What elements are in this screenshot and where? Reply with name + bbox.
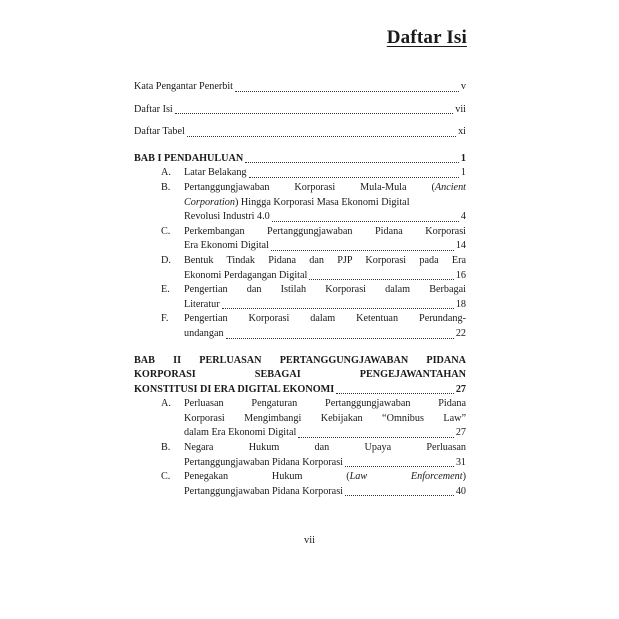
subentry-letter: C. xyxy=(161,471,171,483)
subentry-line: Penegakan Hukum (Law Enforcement) xyxy=(184,471,466,483)
toc-subentry-bab1-c[interactable] xyxy=(134,225,466,254)
subentry-letter: E. xyxy=(161,284,170,296)
subentry-line: Perluasan Pengaturan Pertanggungjawaban Pidana xyxy=(184,398,466,410)
subentry-page: 27 xyxy=(455,427,466,439)
subentry-label: Revolusi Industri 4.0 xyxy=(184,211,270,223)
subentry-label: Era Ekonomi Digital xyxy=(184,240,269,252)
subentry-letter: B. xyxy=(161,181,171,193)
toc-entry-daftar-isi[interactable] xyxy=(134,103,466,118)
subentry-letter: A. xyxy=(161,167,171,179)
dot-leader xyxy=(298,437,453,438)
subentry-line: Pengertian dan Istilah Korporasi dalam Berbagai xyxy=(184,284,466,296)
subentry-page: 22 xyxy=(455,327,466,339)
chapter-title-line: KORPORASI SEBAGAI PENGEJAWANTAHAN xyxy=(134,369,466,381)
subentry-label: Pertanggungjawaban Pidana Korporasi xyxy=(184,485,343,497)
subentry-page: 31 xyxy=(455,456,466,468)
toc-entry-page: v xyxy=(460,81,466,92)
dot-leader xyxy=(309,279,453,280)
toc-entry-page: vii xyxy=(455,103,466,115)
subentry-label: Literatur xyxy=(184,298,220,310)
table-of-contents xyxy=(134,80,466,499)
subentry-page: 14 xyxy=(455,240,466,252)
toc-chapter-bab-1[interactable] xyxy=(134,152,466,167)
page-number: vii xyxy=(303,535,316,546)
subentry-page: 4 xyxy=(460,211,466,223)
subentry-letter: D. xyxy=(161,254,171,266)
subentry-label: undangan xyxy=(184,327,224,339)
dot-leader xyxy=(249,177,459,178)
dot-leader xyxy=(345,466,454,467)
subentry-page: 1 xyxy=(460,167,466,179)
dot-leader xyxy=(271,250,454,251)
subentry-letter: C. xyxy=(161,225,171,237)
subentry-line: Negara Hukum dan Upaya Perluasan xyxy=(184,442,466,454)
chapter-title: BAB I PENDAHULUAN xyxy=(134,152,244,164)
dot-leader xyxy=(187,136,456,137)
subentry-page: 40 xyxy=(455,485,466,497)
dot-leader xyxy=(222,308,454,309)
subentry-line: Perkembangan Pertanggungjawaban Pidana Korporasi xyxy=(184,225,466,237)
toc-entry-page: xi xyxy=(458,126,466,138)
toc-entry-kata-pengantar[interactable] xyxy=(134,80,466,95)
dot-leader xyxy=(175,113,453,114)
toc-subentry-bab1-d[interactable] xyxy=(134,254,466,283)
chapter-page: 27 xyxy=(455,383,466,395)
subentry-line: Korporasi Mengimbangi Kebijakan “Omnibus Law” xyxy=(184,412,466,424)
subentry-letter: F. xyxy=(161,313,169,325)
subentry-line: Bentuk Tindak Pidana dan PJP Korporasi pada Era xyxy=(184,254,466,266)
dot-leader xyxy=(245,162,459,163)
toc-entry-label: Daftar Tabel xyxy=(134,126,185,138)
subentry-line: Pengertian Korporasi dalam Ketentuan Perundang- xyxy=(184,313,466,325)
toc-subentry-bab2-c[interactable] xyxy=(134,470,466,499)
chapter-page: 1 xyxy=(460,152,466,164)
dot-leader xyxy=(235,91,459,92)
subentry-line: Pertanggungjawaban Korporasi Mula-Mula (Ancient xyxy=(184,181,466,193)
subentry-page: 18 xyxy=(455,298,466,310)
dot-leader xyxy=(226,338,454,339)
dot-leader xyxy=(345,495,454,496)
toc-subentry-bab1-b[interactable] xyxy=(134,181,466,225)
toc-entry-label: Daftar Isi xyxy=(134,103,173,115)
dot-leader xyxy=(272,221,459,222)
page-title: Daftar Isi xyxy=(386,27,467,48)
toc-subentry-bab2-a[interactable] xyxy=(134,397,466,441)
toc-chapter-bab-2[interactable] xyxy=(134,354,466,398)
subentry-label: Latar Belakang xyxy=(184,167,247,179)
subentry-line: Corporation) Hingga Korporasi Masa Ekonomi Digital xyxy=(184,196,410,208)
toc-subentry-bab1-f[interactable] xyxy=(134,312,466,341)
subentry-letter: A. xyxy=(161,398,171,410)
toc-entry-label: Kata Pengantar Penerbit xyxy=(134,81,234,92)
chapter-title-line: BAB II PERLUASAN PERTANGGUNGJAWABAN PIDANA xyxy=(134,354,466,366)
subentry-label: Pertanggungjawaban Pidana Korporasi xyxy=(184,456,343,468)
toc-entry-daftar-tabel[interactable] xyxy=(134,125,466,140)
toc-subentry-bab1-a[interactable] xyxy=(134,166,466,181)
dot-leader xyxy=(336,393,454,394)
subentry-letter: B. xyxy=(161,442,171,454)
chapter-title-last: KONSTITUSI DI ERA DIGITAL EKONOMI xyxy=(134,383,335,395)
subentry-label: dalam Era Ekonomi Digital xyxy=(184,427,297,439)
subentry-label: Ekonomi Perdagangan Digital xyxy=(184,269,308,281)
toc-subentry-bab2-b[interactable] xyxy=(134,441,466,470)
toc-subentry-bab1-e[interactable] xyxy=(134,283,466,312)
subentry-page: 16 xyxy=(455,269,466,281)
